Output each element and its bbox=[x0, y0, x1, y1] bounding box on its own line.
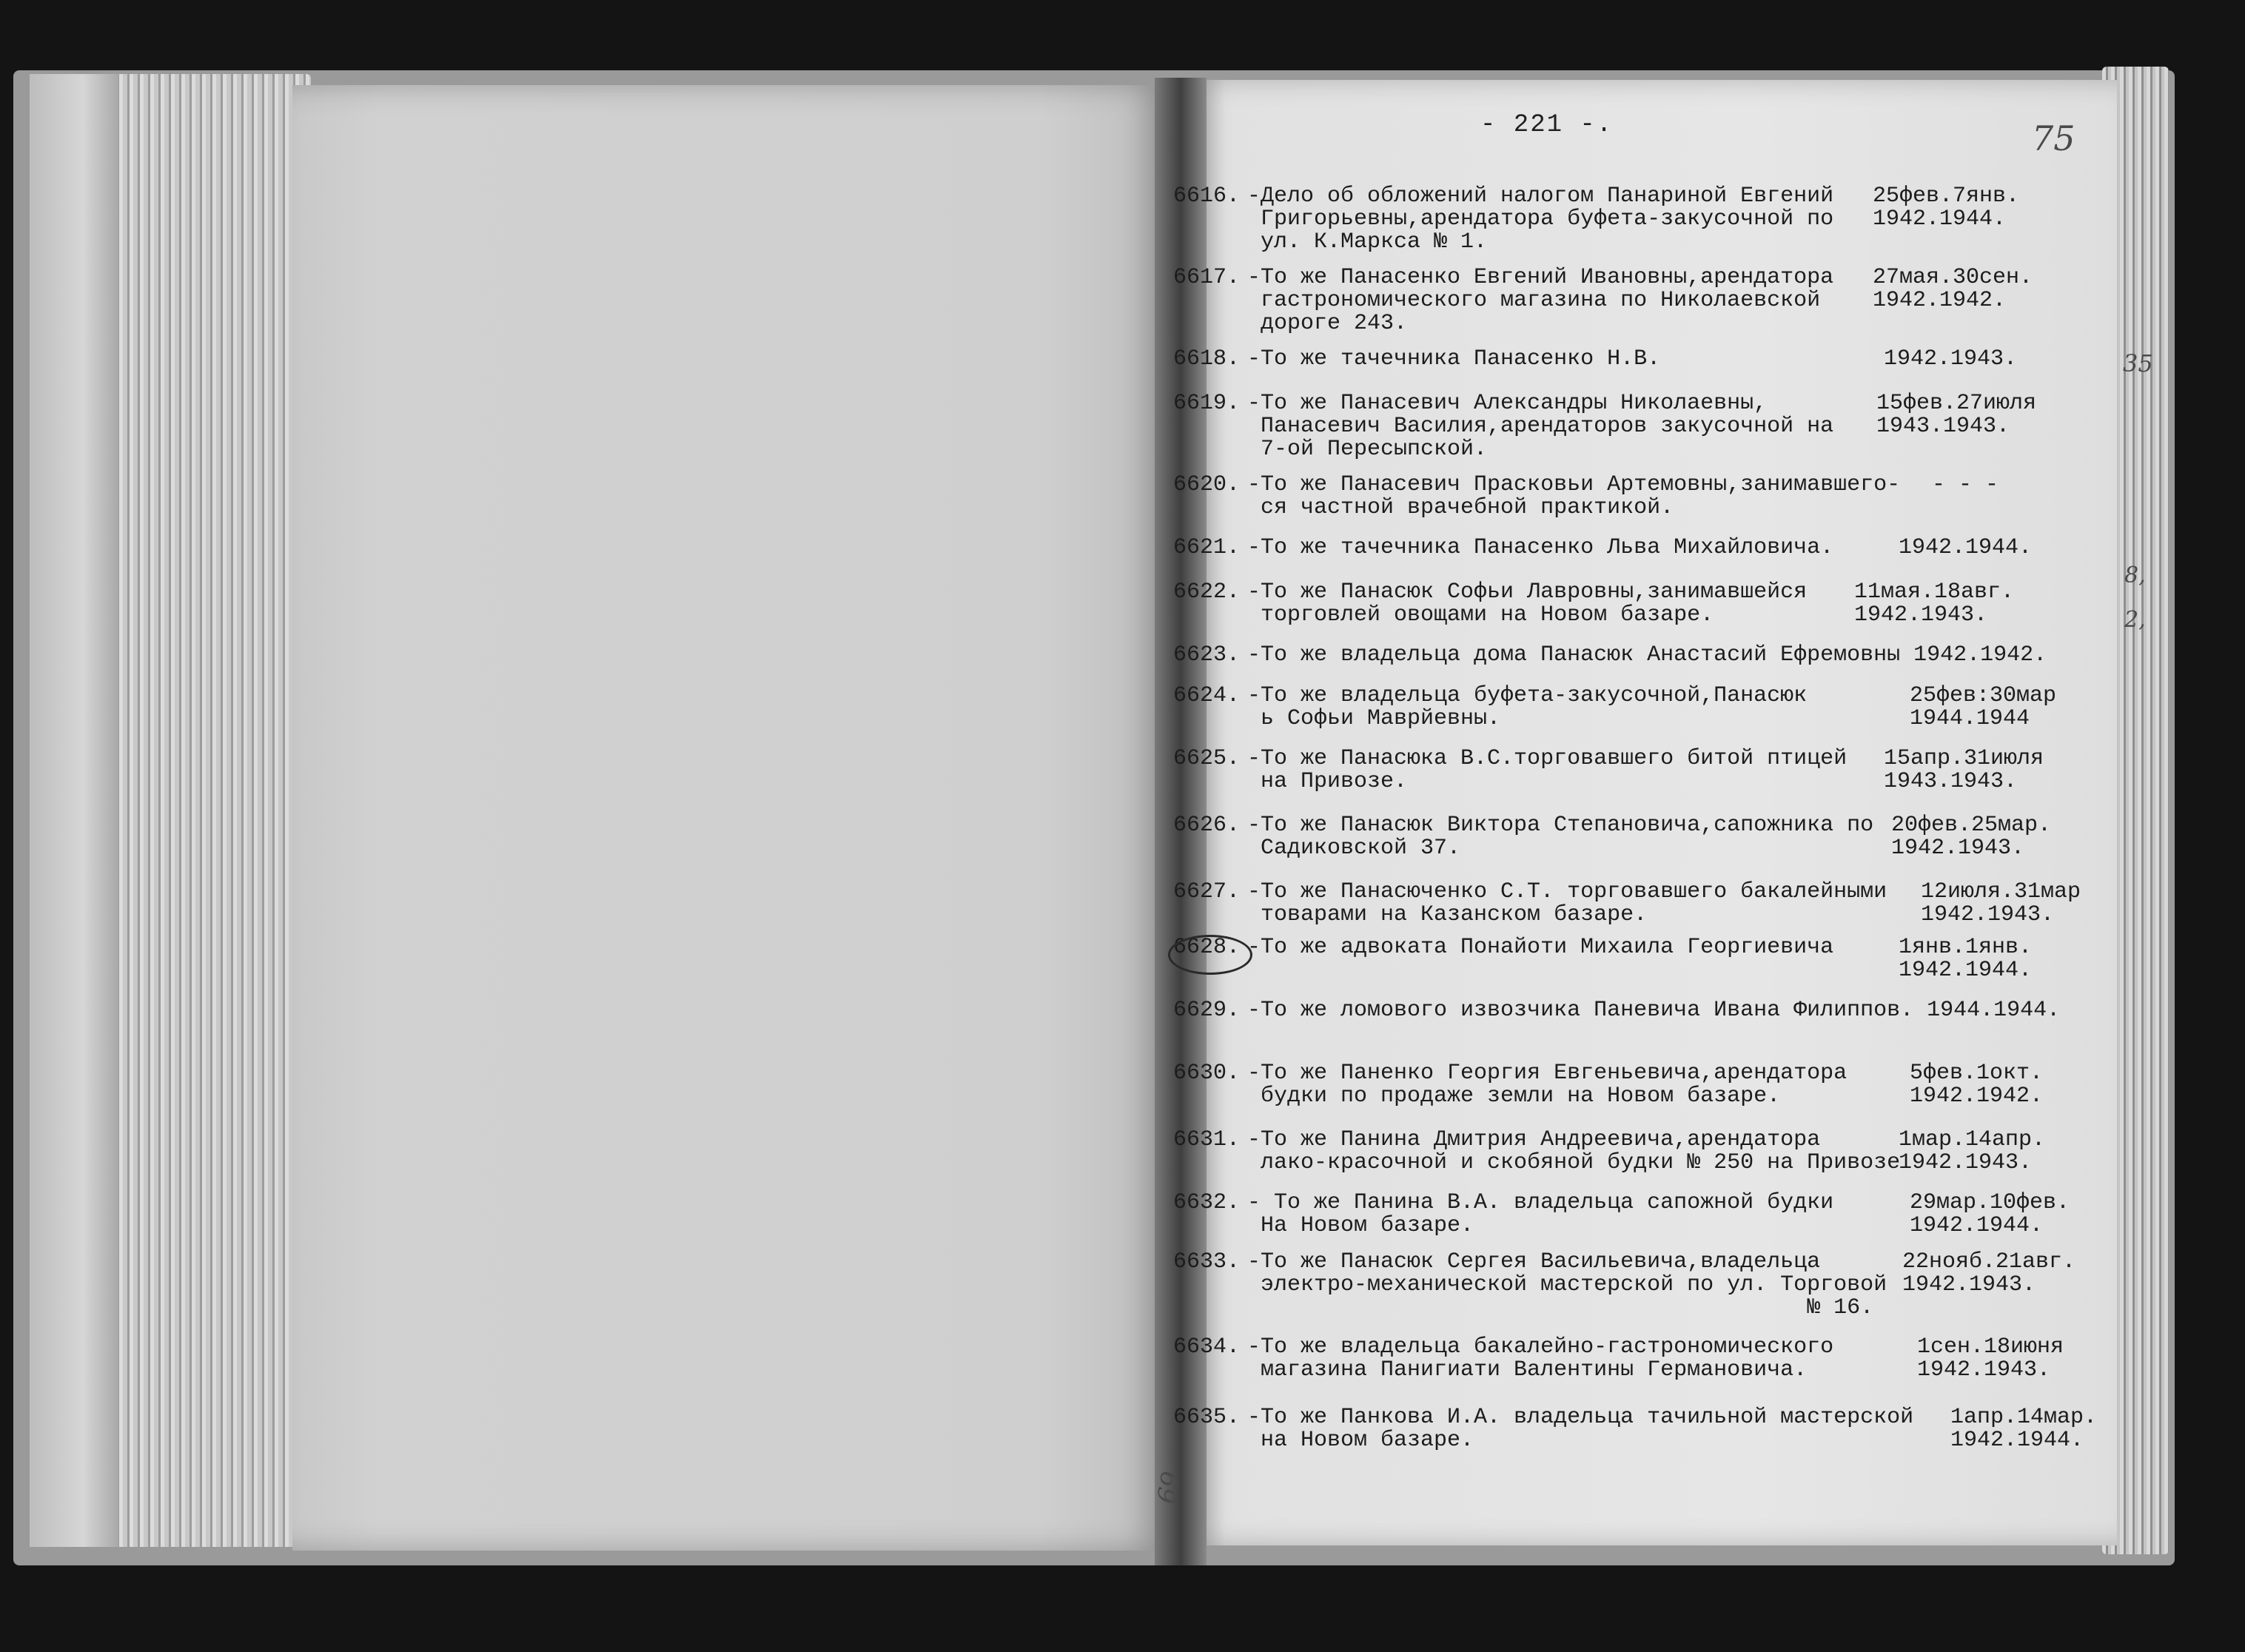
entry-date-range: 1мар.14апр. bbox=[1899, 1127, 2046, 1152]
entry-number: 6619. bbox=[1173, 391, 1241, 416]
entry-number: 6618. bbox=[1173, 346, 1241, 372]
entry-number: 6627. bbox=[1173, 879, 1241, 904]
entry-date-range: 22нояб.21авг. bbox=[1902, 1249, 2076, 1275]
entry-text-line: на Новом базаре. bbox=[1247, 1428, 1474, 1453]
entry-date-range: 1942.1943. bbox=[1884, 346, 2018, 372]
entry-date-range: 15фев.27июля bbox=[1876, 391, 2037, 416]
page-number: - 221 -. bbox=[1480, 111, 1614, 139]
entry-date-range: 5фев.1окт. bbox=[1910, 1061, 2044, 1086]
entry-text-line: -То же Панина Дмитрия Андреевича,арендатора bbox=[1247, 1127, 1821, 1152]
entry-text-line: ся частной врачебной практикой. bbox=[1247, 495, 1674, 520]
entry-text-line: лако-красочной и скобяной будки № 250 на Привозе bbox=[1247, 1150, 1901, 1175]
entry-text-line: ь Софьи Маврйевны. bbox=[1247, 706, 1501, 731]
entry-text-line: -То же тачечника Панасенко Льва Михайловича. bbox=[1247, 535, 1834, 560]
entry-date-years: 1942.1943. bbox=[1854, 602, 1988, 628]
entry-text-line: дороге 243. bbox=[1247, 311, 1408, 336]
entry-text-line: -То же Панкова И.А. владельца тачильной мастерской bbox=[1247, 1405, 1914, 1430]
entry-text-line: -То же Паненко Георгия Евгеньевича,арендатора bbox=[1247, 1061, 1848, 1086]
left-blank-page bbox=[292, 85, 1170, 1551]
entry-date-years: 1942.1943. bbox=[1921, 902, 2055, 927]
entry-date-range: 1янв.1янв. bbox=[1899, 935, 2033, 960]
margin-mark: 2, bbox=[2124, 607, 2146, 633]
entry-date-years: 1942.1944. bbox=[1873, 206, 2007, 232]
entry-text-line: будки по продаже земли на Новом базаре. bbox=[1247, 1084, 1781, 1109]
entry-date-range: 27мая.30сен. bbox=[1873, 265, 2033, 290]
entry-text-line: торговлей овощами на Новом базаре. bbox=[1247, 602, 1714, 628]
entry-number: 6632. bbox=[1173, 1190, 1241, 1215]
entry-text-line: -То же Панасюк Сергея Васильевича,владельца bbox=[1247, 1249, 1821, 1275]
entry-date-range: 29мар.10фев. bbox=[1910, 1190, 2070, 1215]
entry-text-line: Григорьевны,арендатора буфета-закусочной по bbox=[1247, 206, 1834, 232]
margin-mark: 8, bbox=[2124, 563, 2146, 588]
entry-date-years: 1942.1942. bbox=[1873, 288, 2007, 313]
entry-number: 6633. bbox=[1173, 1249, 1241, 1275]
entry-text-line: -То же тачечника Панасенко Н.В. bbox=[1247, 346, 1661, 372]
entry-number: 6630. bbox=[1173, 1061, 1241, 1086]
entry-date-years: 1943.1943. bbox=[1876, 414, 2010, 439]
entry-text-line: ул. К.Маркса № 1. bbox=[1247, 229, 1488, 255]
entry-date-range: 25фев:30мар bbox=[1910, 683, 2057, 708]
entry-text-line: Панасевич Василия,арендаторов закусочной на bbox=[1247, 414, 1834, 439]
entry-date-years: 1942.1944. bbox=[1910, 1213, 2044, 1238]
entry-date-years: 1942.1944. bbox=[1950, 1428, 2084, 1453]
entry-text-line: На Новом базаре. bbox=[1247, 1213, 1474, 1238]
entry-number: 6625. bbox=[1173, 746, 1241, 771]
entry-number: 6620. bbox=[1173, 472, 1241, 497]
entry-date-range: 1апр.14мар. bbox=[1950, 1405, 2098, 1430]
entry-text-line: -То же Панасюк Виктора Степановича,сапожника по bbox=[1247, 813, 1874, 838]
entry-text-line: 7-ой Пересыпской. bbox=[1247, 437, 1488, 462]
entry-number: 6635. bbox=[1173, 1405, 1241, 1430]
entry-text-line: -То же владельца бакалейно-гастрономического bbox=[1247, 1334, 1834, 1360]
entry-number: 6628. bbox=[1173, 935, 1241, 960]
entry-date-range: 1942.1944. bbox=[1899, 535, 2033, 560]
entry-text-line: -То же владельца дома Панасюк Анастасий Ефремовны 1942.1942. bbox=[1247, 642, 2047, 668]
entry-number: 6624. bbox=[1173, 683, 1241, 708]
entry-date-years: 1942.1943. bbox=[1891, 836, 2025, 861]
entry-text-line: № 16. bbox=[1247, 1295, 1874, 1320]
entry-text-line: магазина Панигиати Валентины Германовича. bbox=[1247, 1357, 1808, 1383]
entry-text-line: -Дело об обложений налогом Панариной Евгений bbox=[1247, 184, 1834, 209]
entry-text-line: -То же Панасюка В.С.торговавшего битой птицей bbox=[1247, 746, 1848, 771]
entry-number: 6629. bbox=[1173, 998, 1241, 1023]
entry-date-years: 1942.1942. bbox=[1910, 1084, 2044, 1109]
binding-mark: 69 bbox=[1152, 1469, 1187, 1506]
entry-date-range: - - - bbox=[1932, 472, 1999, 497]
entry-text-line: -То же Панасевич Прасковьи Артемовны,занимавшего- bbox=[1247, 472, 1901, 497]
handwritten-corner-number: 75 bbox=[2032, 118, 2075, 158]
entry-text-line: -То же Панасюченко С.Т. торговавшего бакалейными bbox=[1247, 879, 1887, 904]
entry-text-line: -То же адвоката Понайоти Михаила Георгиевича bbox=[1247, 935, 1834, 960]
entry-number: 6631. bbox=[1173, 1127, 1241, 1152]
entry-date-years: 1943.1943. bbox=[1884, 769, 2018, 794]
entry-date-range: 11мая.18авг. bbox=[1854, 580, 2015, 605]
entry-date-range: 25фев.7янв. bbox=[1873, 184, 2020, 209]
entry-number: 6616. bbox=[1173, 184, 1241, 209]
entry-date-years: 1942.1943. bbox=[1917, 1357, 2051, 1383]
entry-text-line: товарами на Казанском базаре. bbox=[1247, 902, 1648, 927]
entry-date-years: 1942.1943. bbox=[1902, 1272, 2036, 1297]
circled-entry-mark bbox=[1168, 935, 1252, 975]
entry-number: 6621. bbox=[1173, 535, 1241, 560]
entry-date-years: 1944.1944 bbox=[1910, 706, 2030, 731]
entry-number: 6617. bbox=[1173, 265, 1241, 290]
entry-date-years: 1942.1943. bbox=[1899, 1150, 2033, 1175]
entry-date-years: 1942.1944. bbox=[1899, 958, 2033, 983]
entry-date-range: 1сен.18июня bbox=[1917, 1334, 2064, 1360]
entry-date-range: 20фев.25мар. bbox=[1891, 813, 2052, 838]
entry-text-line: -То же владельца буфета-закусочной,Панасюк bbox=[1247, 683, 1808, 708]
entry-text-line: -То же Панасюк Софьи Лавровны,занимавшейся bbox=[1247, 580, 1808, 605]
entry-text-line: - То же Панина В.А. владельца сапожной будки bbox=[1247, 1190, 1834, 1215]
entry-text-line: электро-механической мастерской по ул. Торговой bbox=[1247, 1272, 1887, 1297]
entry-text-line: на Привозе. bbox=[1247, 769, 1408, 794]
entry-number: 6626. bbox=[1173, 813, 1241, 838]
entry-date-range: 12июля.31мар bbox=[1921, 879, 2081, 904]
entry-number: 6622. bbox=[1173, 580, 1241, 605]
entry-text-line: -То же Панасевич Александры Николаевны, bbox=[1247, 391, 1768, 416]
entry-number: 6634. bbox=[1173, 1334, 1241, 1360]
entry-text-line: -То же Панасенко Евгений Ивановны,арендатора bbox=[1247, 265, 1834, 290]
entry-text-line: гастрономического магазина по Николаевской bbox=[1247, 288, 1821, 313]
left-cover-fold bbox=[30, 74, 118, 1547]
margin-mark: 35 bbox=[2123, 349, 2153, 377]
entry-text-line: -То же ломового извозчика Паневича Ивана Филиппов. 1944.1944. bbox=[1247, 998, 2061, 1023]
entry-text-line: Садиковской 37. bbox=[1247, 836, 1461, 861]
entry-number: 6623. bbox=[1173, 642, 1241, 668]
entry-date-range: 15апр.31июля bbox=[1884, 746, 2044, 771]
